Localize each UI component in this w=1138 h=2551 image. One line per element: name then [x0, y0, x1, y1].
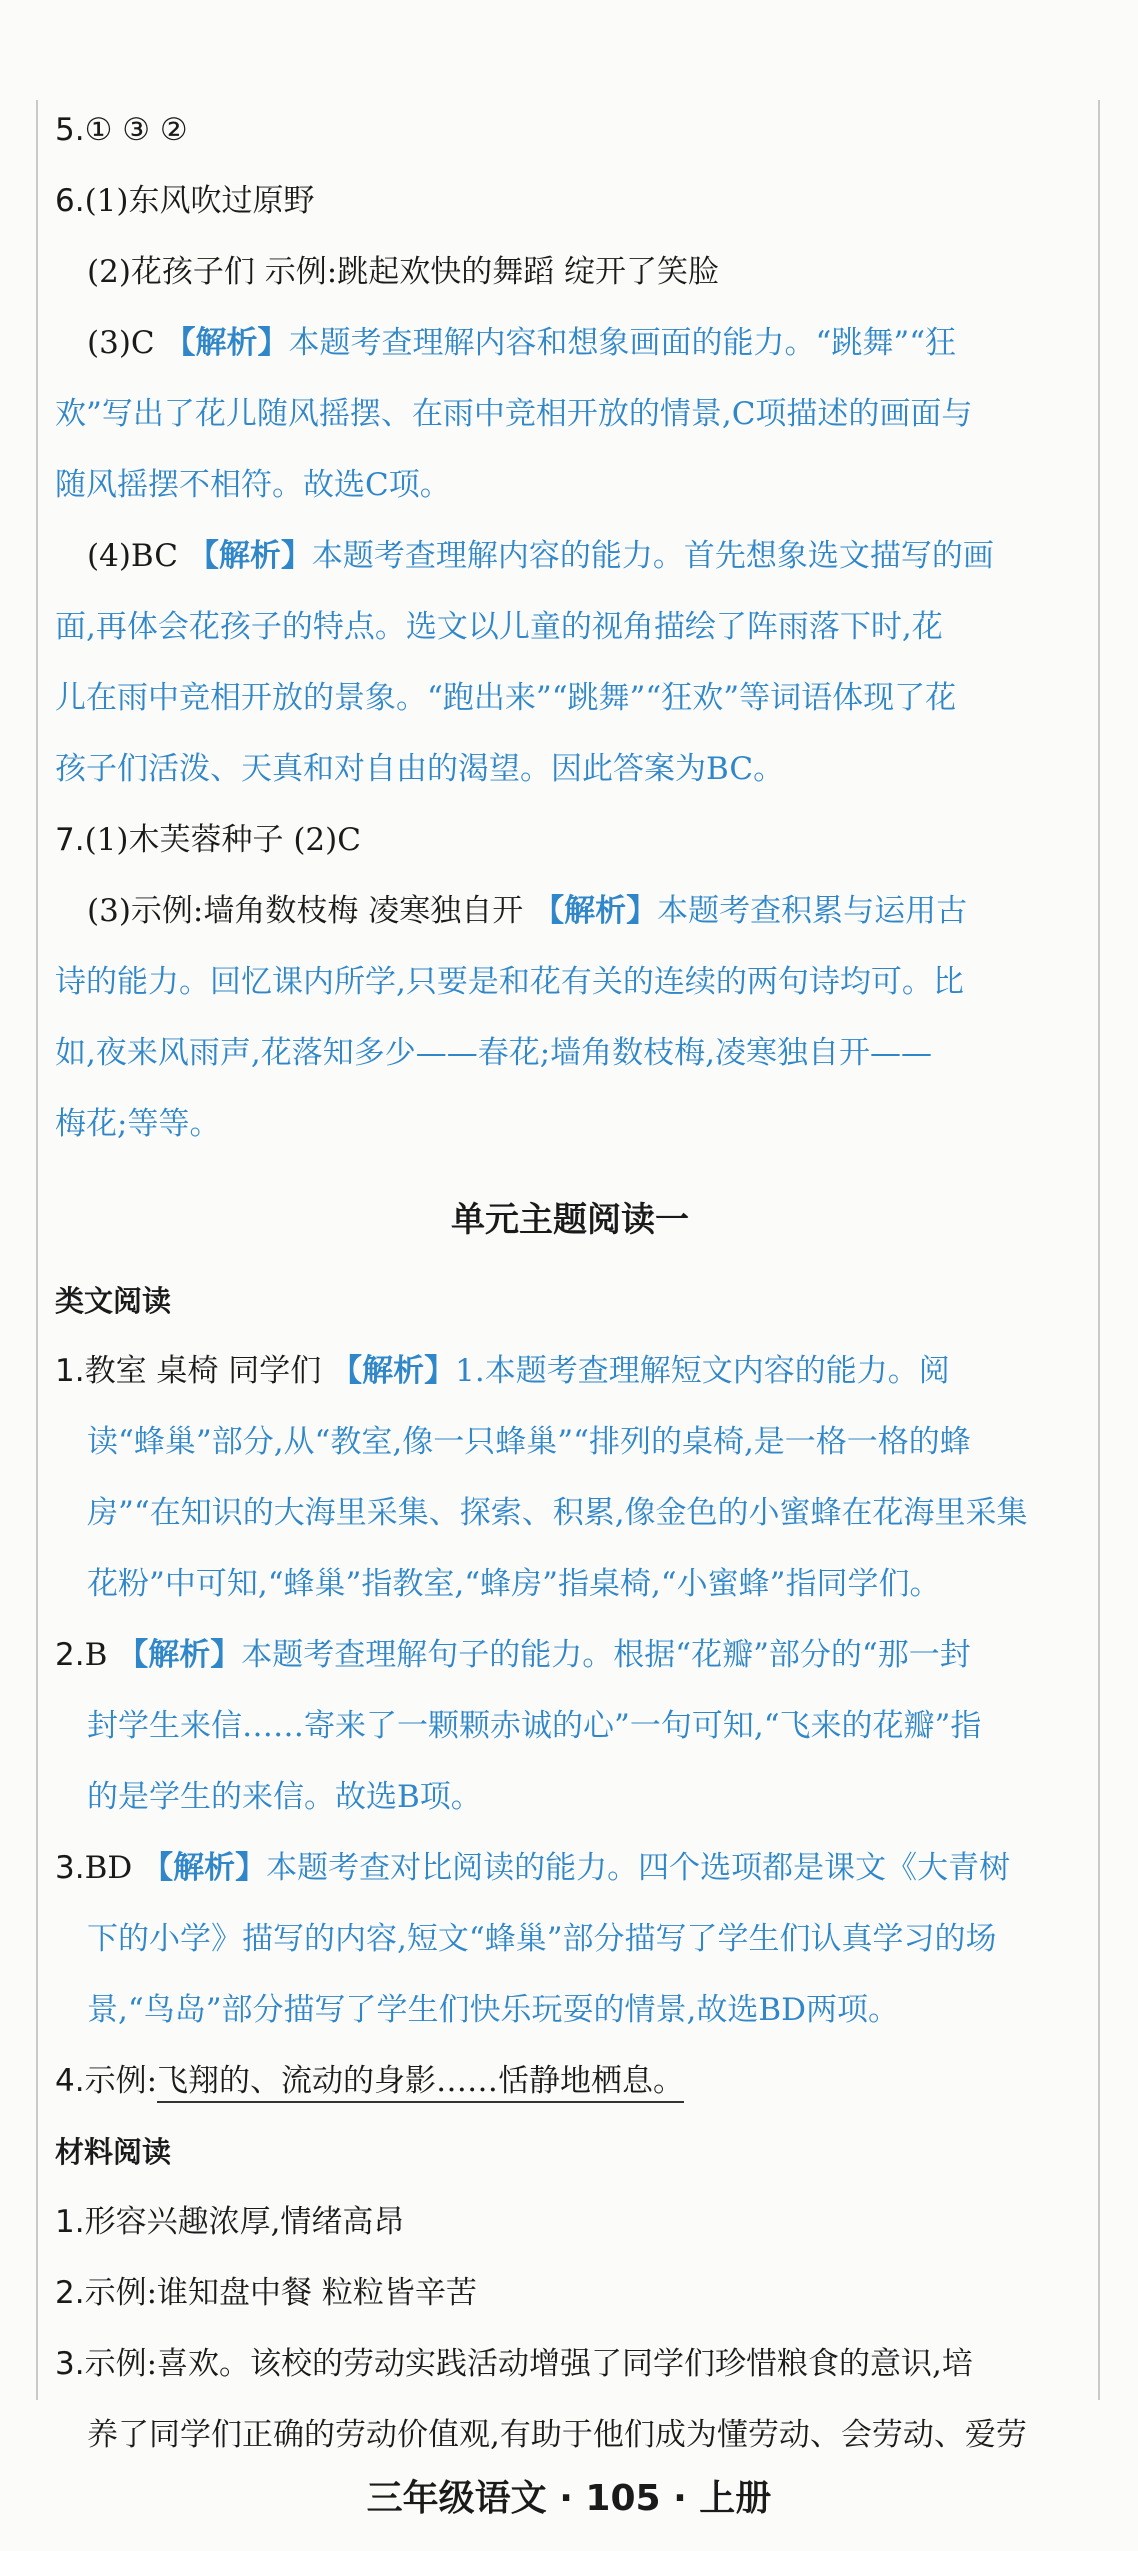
analysis-tag: 【解析】 [117, 1637, 242, 1673]
q7-part3-line: 梅花;等等。 [55, 1106, 221, 1142]
r2-line: 的是学生的来信。故选B项。 [87, 1779, 482, 1815]
q6-part3: (3)C 【解析】本题考查理解内容和想象画面的能力。“跳舞”“狂 [87, 325, 957, 361]
r3-line: 景,“鸟岛”部分描写了学生们快乐玩耍的情景,故选BD两项。 [87, 1992, 900, 2028]
left-margin-line [36, 100, 38, 2400]
subheading-similar-reading: 类文阅读 [55, 1284, 172, 1318]
section-title: 单元主题阅读一 [451, 1200, 689, 1240]
q7-part3-line: 诗的能力。回忆课内所学,只要是和花有关的连续的两句诗均可。比 [55, 964, 964, 1000]
q6-part4-line: 面,再体会花孩子的特点。选文以儿童的视角描绘了阵雨落下时,花 [55, 609, 943, 645]
analysis-tag: 【解析】 [187, 538, 312, 574]
page-footer: 三年级语文 · 105 · 上册 [366, 2478, 772, 2519]
q6-part2: (2)花孩子们 示例:跳起欢快的舞蹈 绽开了笑脸 [87, 254, 720, 290]
q7-part3: (3)示例:墙角数枝梅 凌寒独自开 【解析】本题考查积累与运用古 [87, 893, 968, 929]
q5-answer: 5.① ③ ② [55, 112, 188, 148]
r3-answer: 3.BD 【解析】本题考查对比阅读的能力。四个选项都是课文《大青树 [55, 1850, 1011, 1886]
m3-answer: 3.示例:喜欢。该校的劳动实践活动增强了同学们珍惜粮食的意识,培 [55, 2346, 973, 2382]
q7-part1: 7.(1)木芙蓉种子 (2)C [55, 822, 361, 858]
r3-line: 下的小学》描写的内容,短文“蜂巢”部分描写了学生们认真学习的场 [87, 1921, 997, 1957]
analysis-tag: 【解析】 [533, 893, 658, 929]
underlined-answer: 飞翔的、流动的身影……恬静地栖息。 [157, 2063, 684, 2103]
q6-part4-line: 孩子们活泼、天真和对自由的渴望。因此答案为BC。 [55, 751, 785, 787]
q7-part3-line: 如,夜来风雨声,花落知多少——春花;墙角数枝梅,凌寒独自开—— [55, 1035, 933, 1071]
subheading-material-reading: 材料阅读 [55, 2135, 172, 2169]
analysis-tag: 【解析】 [331, 1353, 456, 1389]
m3-line: 养了同学们正确的劳动价值观,有助于他们成为懂劳动、会劳动、爱劳 [87, 2417, 1027, 2453]
q6-part1: 6.(1)东风吹过原野 [55, 183, 315, 219]
r2-line: 封学生来信……寄来了一颗颗赤诚的心”一句可知,“飞来的花瓣”指 [87, 1708, 982, 1744]
q6-part4: (4)BC 【解析】本题考查理解内容的能力。首先想象选文描写的画 [87, 538, 994, 574]
analysis-tag: 【解析】 [164, 325, 289, 361]
r1-line: 房”“在知识的大海里采集、探索、积累,像金色的小蜜蜂在花海里采集 [87, 1495, 1028, 1531]
q6-part3-line: 随风摇摆不相符。故选C项。 [55, 467, 451, 503]
q6-part3-line: 欢”写出了花儿随风摇摆、在雨中竞相开放的情景,C项描述的画面与 [55, 396, 973, 432]
q6-part4-line: 儿在雨中竞相开放的景象。“跑出来”“跳舞”“狂欢”等词语体现了花 [55, 680, 957, 716]
right-margin-line [1098, 100, 1100, 2400]
analysis-tag: 【解析】 [142, 1850, 267, 1886]
answer-content [55, 95, 1085, 2471]
r1-line: 花粉”中可知,“蜂巢”指教室,“蜂房”指桌椅,“小蜜蜂”指同学们。 [87, 1566, 941, 1602]
r1-answer: 1.教室 桌椅 同学们 【解析】1.本题考查理解短文内容的能力。阅 [55, 1353, 950, 1389]
m1-answer: 1.形容兴趣浓厚,情绪高昂 [55, 2204, 405, 2240]
r1-line: 读“蜂巢”部分,从“教室,像一只蜂巢”“排列的桌椅,是一格一格的蜂 [87, 1424, 971, 1460]
r2-answer: 2.B 【解析】本题考查理解句子的能力。根据“花瓣”部分的“那一封 [55, 1637, 971, 1673]
r4-answer: 4.示例:飞翔的、流动的身影……恬静地栖息。 [55, 2046, 1085, 2117]
m2-answer: 2.示例:谁知盘中餐 粒粒皆辛苦 [55, 2275, 477, 2311]
